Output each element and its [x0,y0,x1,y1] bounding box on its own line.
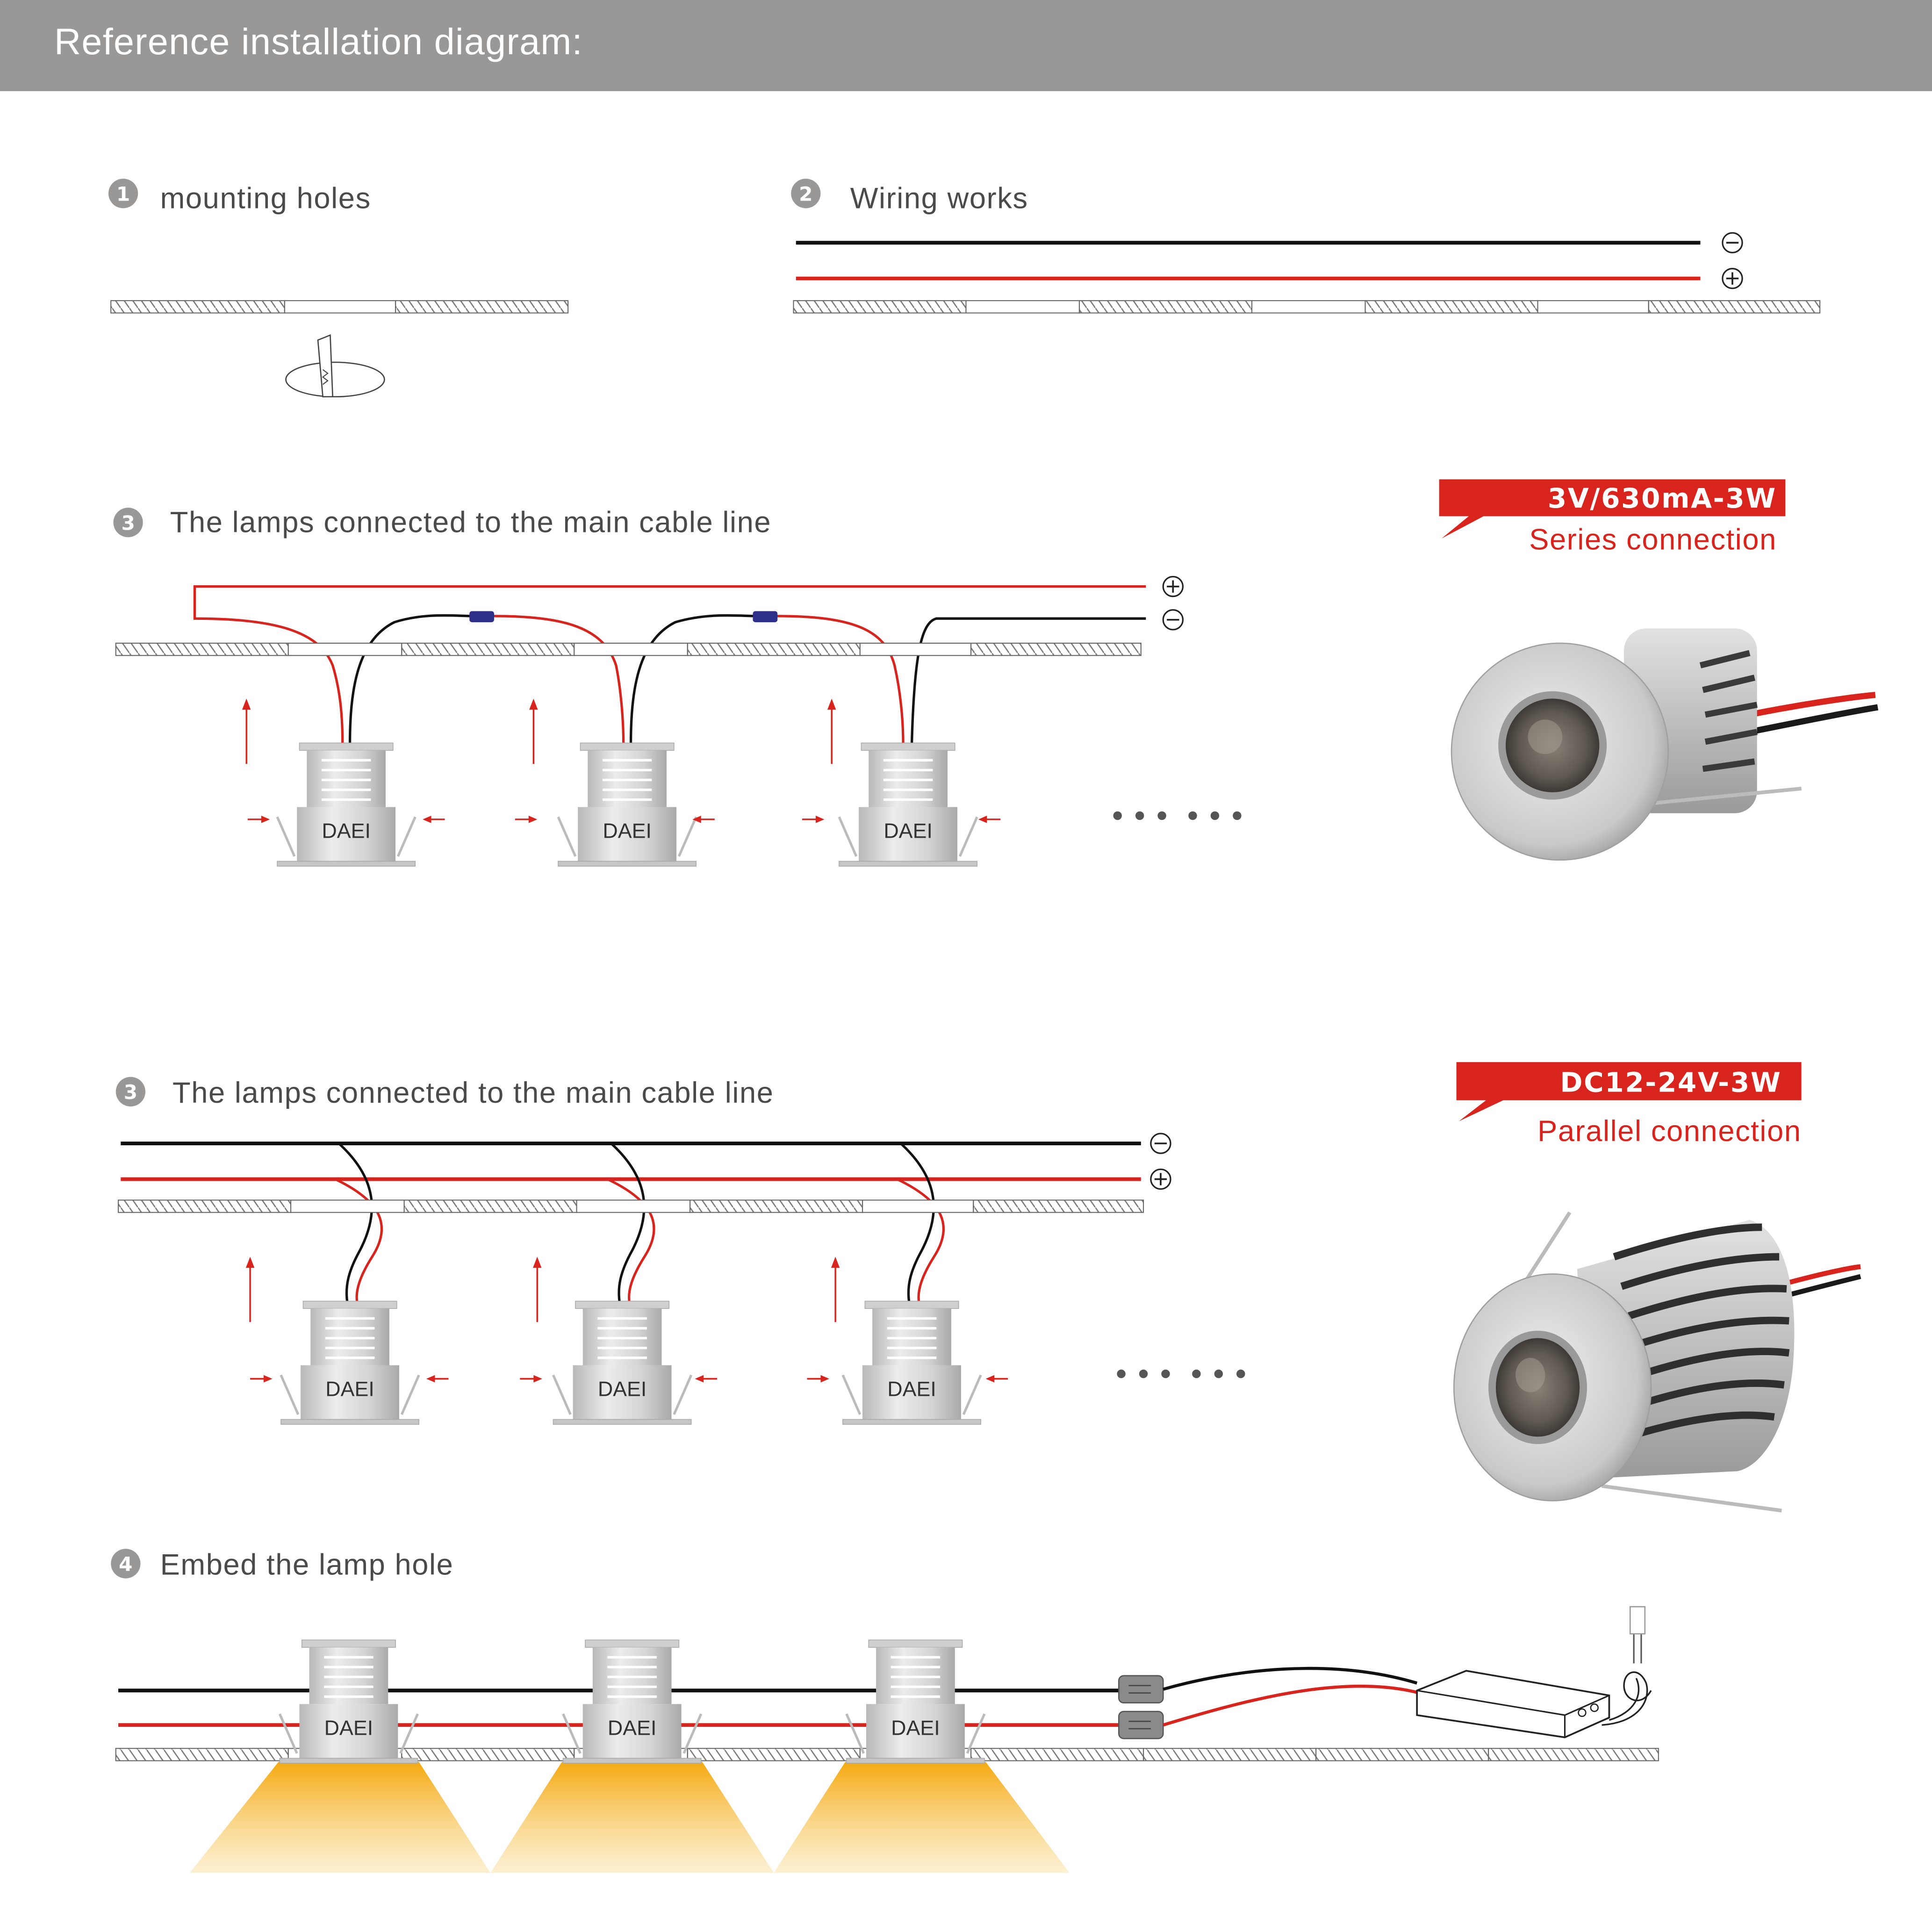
step1-mounting-holes [108,179,568,397]
clip-arrow [515,816,537,823]
light-beam [490,1762,774,1873]
svg-text:DAEI: DAEI [324,1716,373,1740]
lamp-4 [281,1301,419,1424]
step3b-number: 3 [123,1081,138,1104]
light-beam [190,1762,490,1873]
step2-number: 2 [799,182,813,206]
parallel-caption: Parallel connection [1537,1114,1802,1148]
terminal-block [1119,1676,1163,1738]
lamp-5 [553,1301,691,1424]
svg-text:DAEI: DAEI [597,1377,647,1401]
insert-arrow [831,1257,840,1322]
product-photo-series [1451,628,1878,860]
svg-text:DAEI: DAEI [607,1716,657,1740]
step3-series [113,506,1241,866]
step4-number: 4 [119,1552,133,1576]
step4-label: Embed the lamp hole [160,1548,454,1581]
clip-arrow [423,816,445,823]
insert-arrow [242,699,251,764]
ceiling-board-3a [116,643,1141,655]
series-main-negative-wire [912,618,1146,744]
step3b-label: The lamps connected to the main cable line [172,1077,774,1110]
step1-number: 1 [116,182,130,206]
step4-embed [111,1549,1659,1873]
step3-parallel [116,1077,1245,1424]
parallel-spec-badge [1457,1062,1802,1148]
lamp-7 [280,1640,417,1763]
clip-arrow [426,1375,448,1383]
clip-arrow [520,1375,542,1383]
led-driver-icon [1417,1671,1609,1737]
hole-saw-icon [286,335,385,397]
series-spec: 3V/630mA-3W [1547,482,1777,514]
clip-arrow [250,1375,272,1383]
clip-arrow [807,1375,829,1383]
insert-arrow [246,1257,254,1322]
step1-label: mounting holes [160,182,371,215]
lamp-1 [277,743,415,866]
parallel-spec: DC12-24V-3W [1560,1066,1782,1099]
svg-text:DAEI: DAEI [322,819,371,843]
step3a-label: The lamps connected to the main cable line [170,506,772,539]
series-spec-badge [1439,479,1786,556]
light-beam [774,1762,1070,1873]
step2-label: Wiring works [850,182,1028,215]
ceiling-board-2 [793,301,1820,313]
insert-arrow [533,1257,541,1322]
step3a-number: 3 [121,511,135,535]
series-caption: Series connection [1529,523,1777,556]
insert-arrow [827,699,836,764]
insert-arrow [529,699,538,764]
svg-text:DAEI: DAEI [325,1377,374,1401]
product-photo-parallel [1454,1213,1860,1511]
continuation-dots [1117,1370,1245,1378]
lamp-3 [839,743,977,866]
svg-text:DAEI: DAEI [887,1377,936,1401]
lamp-6 [843,1301,981,1424]
clip-arrow [986,1375,1008,1383]
clip-arrow [978,816,1000,823]
svg-text:DAEI: DAEI [891,1716,940,1740]
lamp-2 [558,743,696,866]
lamp-9 [847,1640,984,1763]
svg-text:DAEI: DAEI [883,819,933,843]
step2-wiring-works [791,179,1820,313]
wire-connector [469,611,494,622]
continuation-dots [1113,812,1241,820]
clip-arrow [248,816,270,823]
wire-connector [753,611,777,622]
lamp-8 [563,1640,701,1763]
series-main-positive-wire [194,587,1146,744]
clip-arrow [695,1375,717,1383]
header-title: Reference installation diagram: [54,22,583,63]
ceiling-board-1 [111,301,568,313]
svg-text:DAEI: DAEI [603,819,652,843]
clip-arrow [802,816,824,823]
ceiling-board-3b [118,1200,1143,1212]
